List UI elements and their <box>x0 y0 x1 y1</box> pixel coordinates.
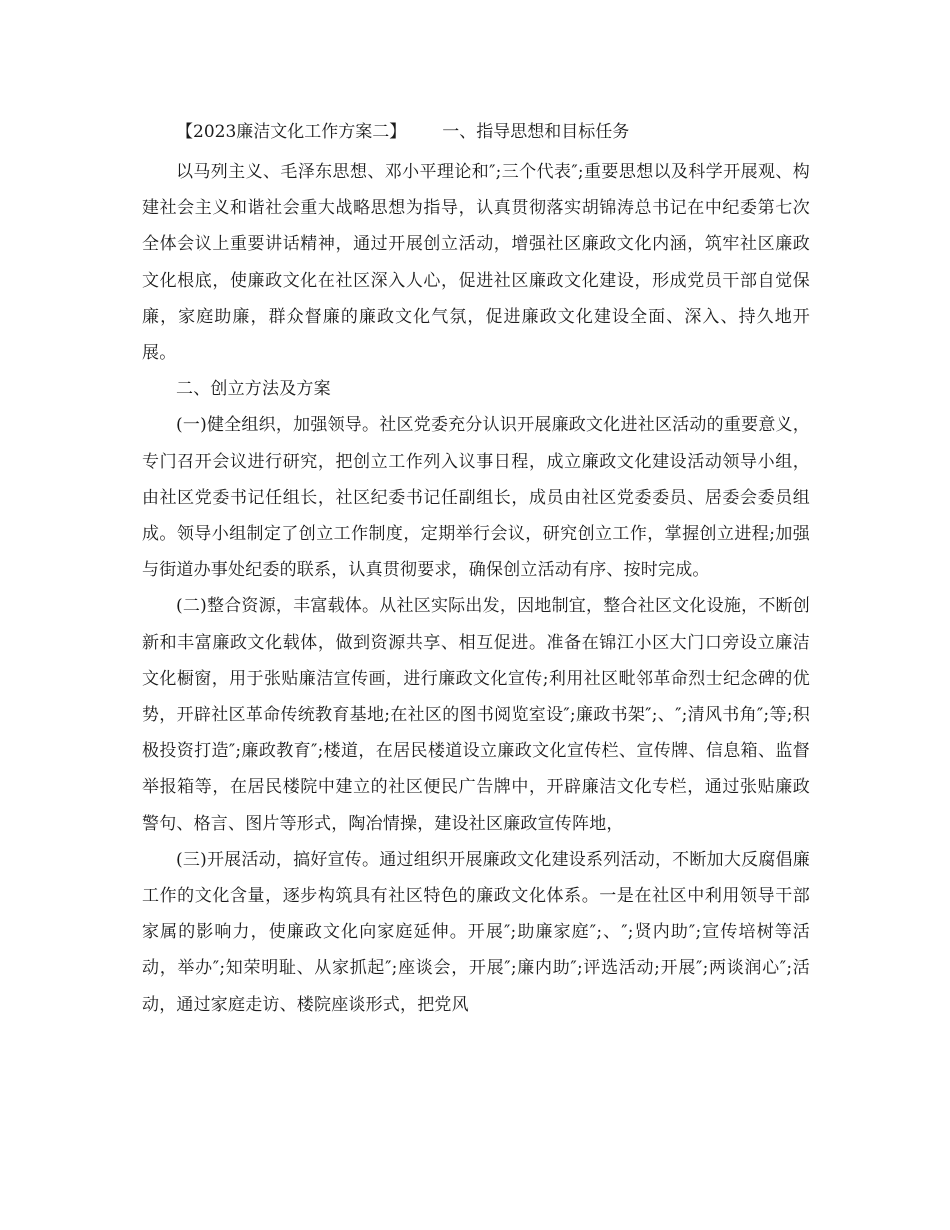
section-1-title: 一、指导思想和目标任务 <box>442 122 630 142</box>
paragraph-activities: (三)开展活动，搞好宣传。通过组织开展廉政文化建设系列活动，不断加大反腐倡廉工作的文化含量，逐步构筑具有社区特色的廉政文化体系。一是在社区中利用领导干部家属的影响力，使廉政文化向家庭延伸。开展″;助廉家庭″;、″;贤内助″;宣传培树等活动，举办″;知荣明耻、从家抓起″;座谈会，开展″;廉内助″;评选活动;开展″;两谈润心″;活动，通过家庭走访、楼院座谈形式，把党风 <box>142 849 810 1015</box>
paragraph-resources: (二)整合资源，丰富载体。从社区实际出发，因地制宜，整合社区文化设施，不断创新和丰富廉政文化载体，做到资源共享、相互促进。准备在锦江小区大门口旁设立廉洁文化橱窗，用于张贴廉洁宣传画，进行廉政文化宣传;利用社区毗邻革命烈士纪念碑的优势，开辟社区革命传统教育基地;在社区的图书阅览室设″;廉政书架″;、″;清风书角″;等;积极投资打造″;廉政教育″;楼道，在居民楼道设立廉政文化宣传栏、宣传牌、信息箱、监督举报箱等，在居民楼院中建立的社区便民广告牌中，开辟廉洁文化专栏，通过张贴廉政警句、格言、图片等形式，陶冶情操，建设社区廉政宣传阵地， <box>142 596 810 834</box>
paragraph-organization: (一)健全组织，加强领导。社区党委充分认识开展廉政文化进社区活动的重要意义，专门召开会议进行研究，把创立工作列入议事日程，成立廉政文化建设活动领导小组，由社区党委书记任组长，社区纪委书记任副组长，成员由社区党委委员、居委会委员组成。领导小组制定了创立工作制度，定期举行会议，研究创立工作，掌握创立进程;加强与街道办事处纪委的联系，认真贯彻要求，确保创立活动有序、按时完成。 <box>142 415 810 581</box>
section-2-title: 二、创立方法及方案 <box>176 379 331 400</box>
heading-line <box>142 118 810 146</box>
paragraph-guiding-thought: 以马列主义、毛泽东思想、邓小平理论和″;三个代表″;重要思想以及科学开展观、构建社会主义和谐社会重大战略思想为指导，认真贯彻落实胡锦涛总书记在中纪委第七次全体会议上重要讲话精神，通过开展创立活动，增强社区廉政文化内涵，筑牢社区廉政文化根底，使廉政文化在社区深入人心，促进社区廉政文化建设，形成党员干部自觉保廉，家庭助廉，群众督廉的廉政文化气氛，促进廉政文化建设全面、深入、持久地开展。 <box>142 162 810 364</box>
document-page <box>142 118 810 1023</box>
document-heading: 【2023廉洁文化工作方案二】 <box>176 122 407 142</box>
